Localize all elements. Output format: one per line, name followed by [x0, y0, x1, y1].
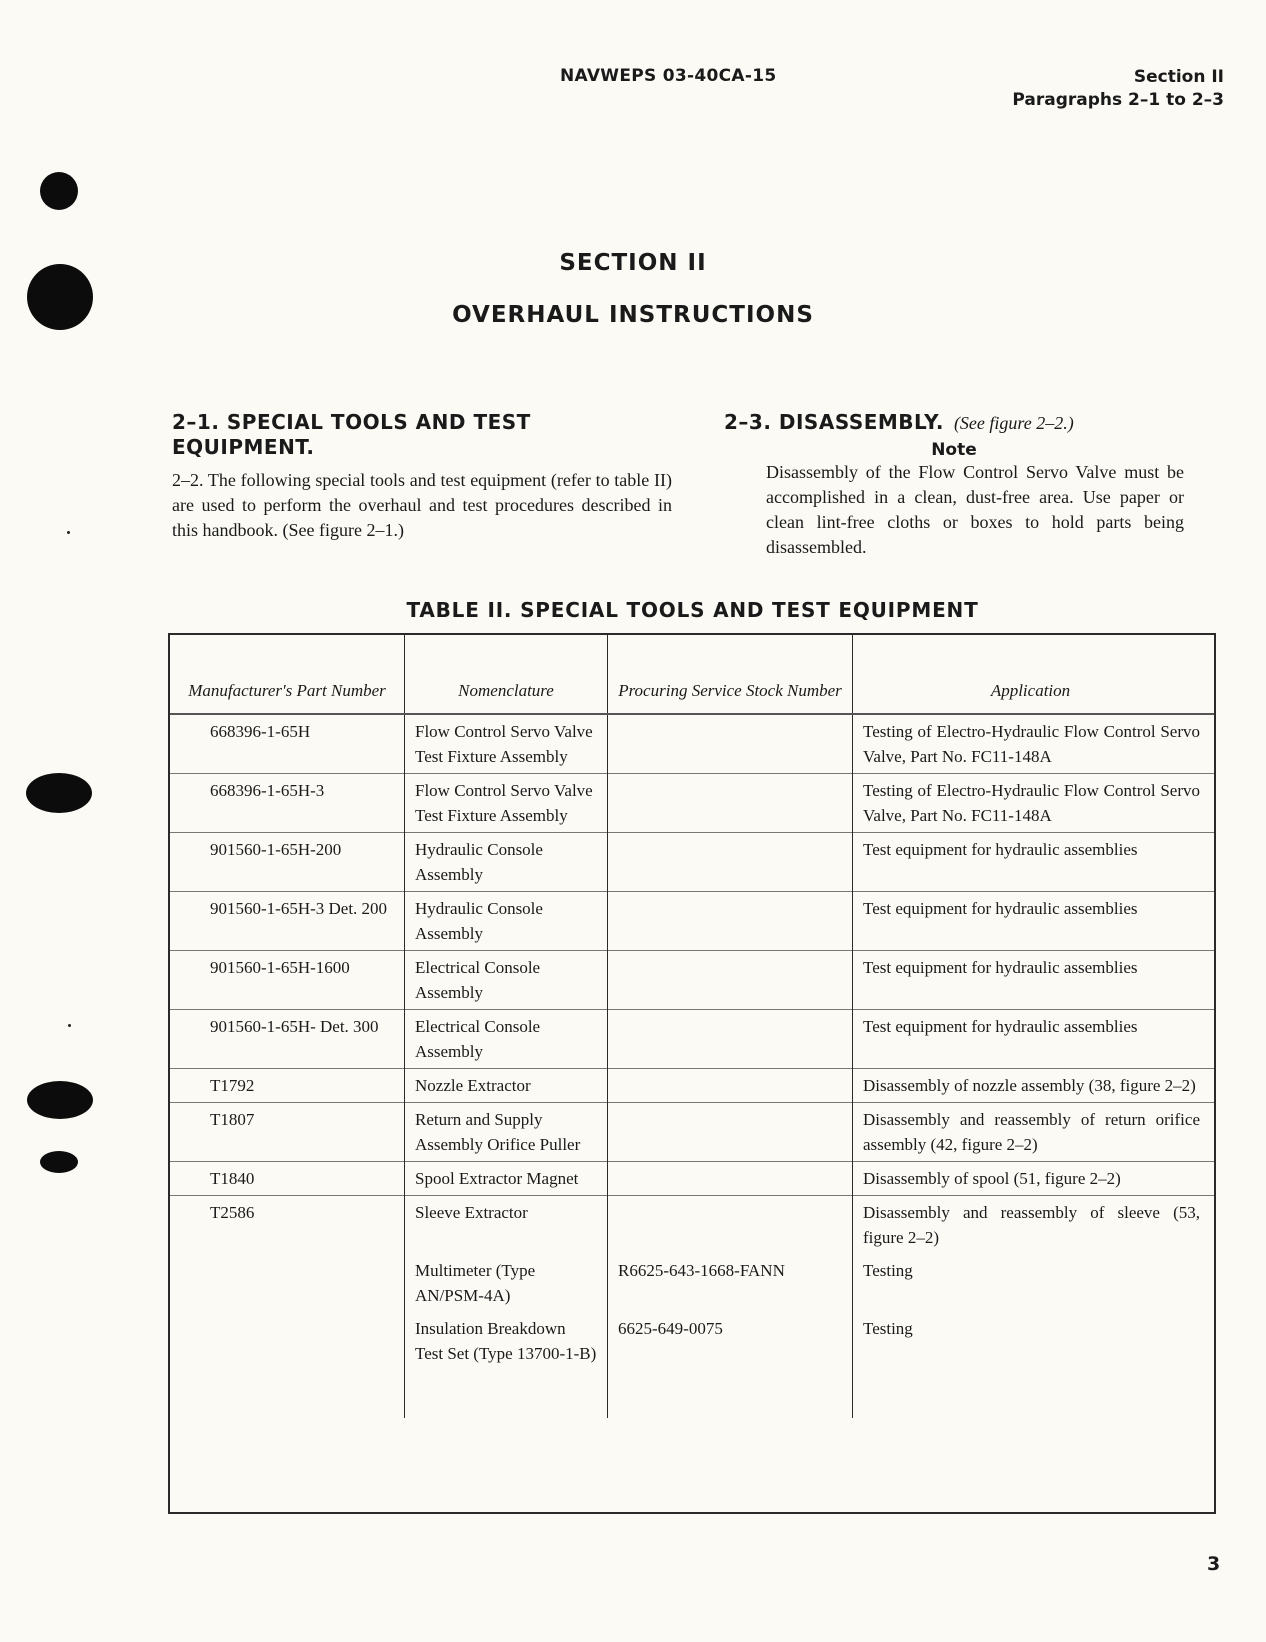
punch-hole	[40, 172, 78, 210]
nomenclature: Nozzle Extractor	[405, 1069, 608, 1103]
table-row	[170, 1312, 1214, 1370]
stock-number: 6625-649-0075	[608, 1312, 853, 1370]
heading-text: 2–3. DISASSEMBLY.	[724, 410, 944, 434]
stock-number	[608, 892, 853, 951]
part-number	[170, 1312, 405, 1370]
nomenclature: Flow Control Servo Valve Test Fixture Assembly	[405, 714, 608, 774]
nomenclature: Flow Control Servo Valve Test Fixture Assembly	[405, 774, 608, 833]
section-title: SECTION II	[559, 250, 707, 276]
paragraph-2-1	[172, 410, 672, 543]
speck	[68, 1024, 71, 1027]
table-header-row	[170, 635, 1214, 714]
table-row	[170, 951, 1214, 1010]
punch-hole	[40, 1151, 78, 1173]
stock-number	[608, 1010, 853, 1069]
paragraph-heading: 2–1. SPECIAL TOOLS AND TEST EQUIPMENT.	[172, 410, 531, 459]
table-title: TABLE II. SPECIAL TOOLS AND TEST EQUIPMENT	[406, 598, 979, 622]
speck	[67, 531, 70, 534]
nomenclature: Hydraulic Console Assembly	[405, 833, 608, 892]
table-row	[170, 714, 1214, 774]
section-label: Section II	[1133, 67, 1224, 87]
stock-number	[608, 951, 853, 1010]
empty-cell	[608, 1370, 853, 1418]
application: Testing of Electro-Hydraulic Flow Control Servo Valve, Part No. FC11-148A	[853, 714, 1215, 774]
table-row	[170, 1103, 1214, 1162]
application: Test equipment for hydraulic assemblies	[853, 1010, 1215, 1069]
stock-number: R6625-643-1668-FANN	[608, 1254, 853, 1312]
document-number: NAVWEPS 03-40CA-15	[560, 66, 777, 86]
paragraph-heading	[724, 410, 1184, 436]
column-header-stock-number: Procuring Service Stock Number	[608, 635, 853, 714]
part-number: 901560-1-65H-1600	[170, 951, 405, 1010]
stock-number	[608, 1103, 853, 1162]
page-number: 3	[1207, 1553, 1221, 1575]
table-row	[170, 1069, 1214, 1103]
nomenclature: Spool Extractor Magnet	[405, 1162, 608, 1196]
table-filler-row	[170, 1370, 1214, 1418]
application: Testing	[853, 1254, 1215, 1312]
column-header-nomenclature: Nomenclature	[405, 635, 608, 714]
nomenclature: Electrical Console Assembly	[405, 951, 608, 1010]
nomenclature: Sleeve Extractor	[405, 1196, 608, 1255]
application: Test equipment for hydraulic assemblies	[853, 833, 1215, 892]
application: Disassembly and reassembly of return orifice assembly (42, figure 2–2)	[853, 1103, 1215, 1162]
special-tools-table	[168, 633, 1216, 1514]
part-number: 901560-1-65H-3 Det. 200	[170, 892, 405, 951]
stock-number	[608, 714, 853, 774]
punch-hole	[26, 773, 92, 813]
empty-cell	[853, 1370, 1215, 1418]
table-row	[170, 1196, 1214, 1255]
part-number: 668396-1-65H-3	[170, 774, 405, 833]
stock-number	[608, 1162, 853, 1196]
application: Test equipment for hydraulic assemblies	[853, 892, 1215, 951]
paragraph-body: 2–2. The following special tools and test equipment (refer to table II) are used to perform the overhaul and test procedures described in this handbook. (See figure 2–1.)	[172, 470, 672, 540]
column-header-application: Application	[853, 635, 1215, 714]
stock-number	[608, 1196, 853, 1255]
punch-hole	[27, 1081, 93, 1119]
application: Testing	[853, 1312, 1215, 1370]
part-number: 901560-1-65H- Det. 300	[170, 1010, 405, 1069]
part-number: T2586	[170, 1196, 405, 1255]
stock-number	[608, 774, 853, 833]
section-subtitle: OVERHAUL INSTRUCTIONS	[452, 302, 814, 328]
nomenclature: Electrical Console Assembly	[405, 1010, 608, 1069]
nomenclature: Return and Supply Assembly Orifice Puller	[405, 1103, 608, 1162]
note-label: Note	[931, 440, 977, 460]
part-number: T1807	[170, 1103, 405, 1162]
part-number: T1840	[170, 1162, 405, 1196]
part-number: 668396-1-65H	[210, 722, 311, 741]
application: Test equipment for hydraulic assemblies	[853, 951, 1215, 1010]
stock-number	[608, 833, 853, 892]
application: Testing of Electro-Hydraulic Flow Control Servo Valve, Part No. FC11-148A	[853, 774, 1215, 833]
nomenclature: Hydraulic Console Assembly	[405, 892, 608, 951]
paragraph-range: Paragraphs 2–1 to 2–3	[1012, 90, 1224, 110]
part-number: 901560-1-65H-200	[170, 833, 405, 892]
note-text: Disassembly of the Flow Control Servo Valve must be accomplished in a clean, dust-free area. Use paper or clean lint-free cloths or boxes to hold parts being disassembled.	[766, 462, 1184, 557]
paragraph-2-3	[724, 410, 1184, 560]
table-row	[170, 1162, 1214, 1196]
application: Disassembly and reassembly of sleeve (53, figure 2–2)	[853, 1196, 1215, 1255]
table-row	[170, 1254, 1214, 1312]
part-number: T1792	[170, 1069, 405, 1103]
table-row	[170, 774, 1214, 833]
page-header-right	[1012, 66, 1224, 112]
table-row	[170, 892, 1214, 951]
empty-cell	[405, 1370, 608, 1418]
stock-number	[608, 1069, 853, 1103]
application: Disassembly of spool (51, figure 2–2)	[853, 1162, 1215, 1196]
empty-cell	[170, 1370, 405, 1418]
nomenclature: Multimeter (Type AN/PSM-4A)	[405, 1254, 608, 1312]
nomenclature: Insulation Breakdown Test Set (Type 13700-1-B)	[405, 1312, 608, 1370]
figure-reference: (See figure 2–2.)	[953, 413, 1074, 433]
table-row	[170, 833, 1214, 892]
table-row	[170, 1010, 1214, 1069]
part-number	[170, 1254, 405, 1312]
application: Disassembly of nozzle assembly (38, figure 2–2)	[853, 1069, 1215, 1103]
column-header-part-number: Manufacturer's Part Number	[188, 681, 386, 700]
